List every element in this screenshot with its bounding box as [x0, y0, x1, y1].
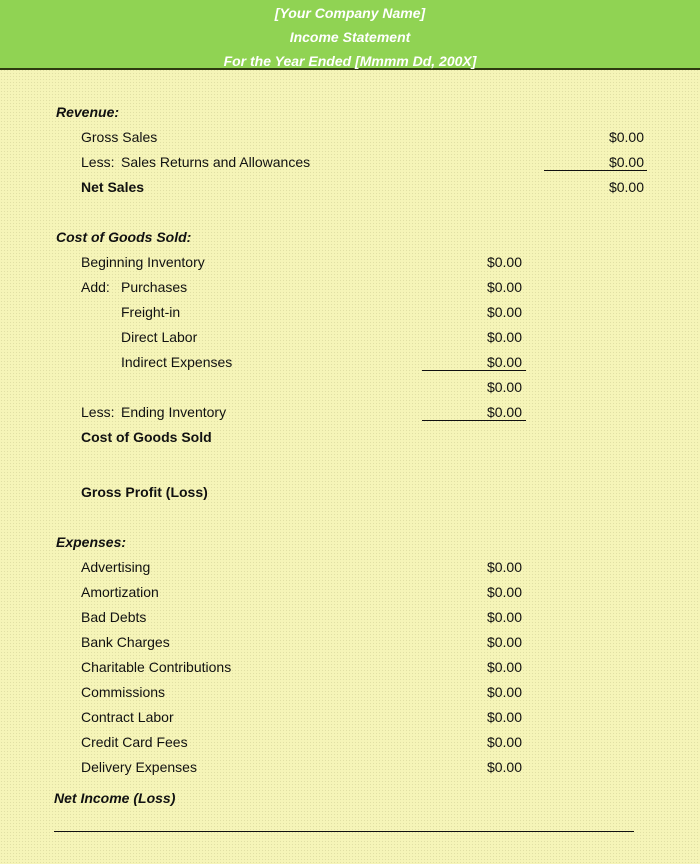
expense-label[interactable]: Bad Debts	[81, 609, 147, 625]
statement-period[interactable]: For the Year Ended [Mmmm Dd, 200X]	[223, 53, 477, 69]
expense-amount[interactable]: $0.00	[486, 709, 522, 725]
expense-label[interactable]: Amortization	[81, 584, 159, 600]
expense-label[interactable]: Delivery Expenses	[81, 759, 197, 775]
indirect-expenses-amount[interactable]: $0.00	[486, 354, 522, 370]
direct-labor-label[interactable]: Direct Labor	[121, 329, 198, 345]
expense-amount[interactable]: $0.00	[486, 659, 522, 675]
sales-returns-amount[interactable]: $0.00	[608, 154, 644, 170]
expense-label[interactable]: Credit Card Fees	[81, 734, 188, 750]
cogs-subtotal-amount[interactable]: $0.00	[486, 379, 522, 395]
expense-amount[interactable]: $0.00	[486, 609, 522, 625]
net-sales-amount[interactable]: $0.00	[608, 179, 644, 195]
purchases-amount[interactable]: $0.00	[486, 279, 522, 295]
net-income-label[interactable]: Net Income (Loss)	[54, 790, 176, 806]
ending-inventory-amount[interactable]: $0.00	[486, 404, 522, 420]
ending-inventory-underline	[422, 420, 526, 421]
expense-label[interactable]: Advertising	[81, 559, 151, 575]
company-name[interactable]: [Your Company Name]	[274, 5, 426, 21]
expense-label[interactable]: Contract Labor	[81, 709, 174, 725]
expense-label[interactable]: Bank Charges	[81, 634, 170, 650]
purchases-label[interactable]: Purchases	[121, 279, 188, 295]
indirect-expenses-underline	[422, 370, 526, 371]
expenses-heading[interactable]: Expenses:	[56, 534, 127, 550]
revenue-heading[interactable]: Revenue:	[56, 104, 120, 120]
gross-profit-label[interactable]: Gross Profit (Loss)	[81, 484, 208, 500]
ending-inventory-label[interactable]: Ending Inventory	[121, 404, 227, 420]
expense-amount[interactable]: $0.00	[486, 559, 522, 575]
expense-amount[interactable]: $0.00	[486, 684, 522, 700]
indirect-expenses-label[interactable]: Indirect Expenses	[121, 354, 233, 370]
expense-amount[interactable]: $0.00	[486, 634, 522, 650]
ending-inventory-prefix[interactable]: Less:	[81, 404, 115, 420]
gross-sales-label[interactable]: Gross Sales	[81, 129, 158, 145]
gross-sales-amount[interactable]: $0.00	[608, 129, 644, 145]
expense-amount[interactable]: $0.00	[486, 734, 522, 750]
expense-amount[interactable]: $0.00	[486, 584, 522, 600]
freight-in-label[interactable]: Freight-in	[121, 304, 181, 320]
statement-header	[0, 0, 700, 70]
cogs-heading[interactable]: Cost of Goods Sold:	[56, 229, 192, 245]
direct-labor-amount[interactable]: $0.00	[486, 329, 522, 345]
net-sales-label[interactable]: Net Sales	[81, 179, 145, 195]
expense-label[interactable]: Charitable Contributions	[81, 659, 232, 675]
sales-returns-underline	[544, 170, 647, 171]
sales-returns-prefix[interactable]: Less:	[81, 154, 115, 170]
sales-returns-label[interactable]: Sales Returns and Allowances	[121, 154, 311, 170]
expense-amount[interactable]: $0.00	[486, 759, 522, 775]
beginning-inventory-label[interactable]: Beginning Inventory	[81, 254, 205, 270]
statement-title[interactable]: Income Statement	[289, 29, 411, 45]
bottom-rule	[54, 831, 634, 832]
beginning-inventory-amount[interactable]: $0.00	[486, 254, 522, 270]
freight-in-amount[interactable]: $0.00	[486, 304, 522, 320]
add-prefix[interactable]: Add:	[81, 279, 110, 295]
expense-label[interactable]: Commissions	[81, 684, 166, 700]
cogs-total-label[interactable]: Cost of Goods Sold	[81, 429, 212, 445]
